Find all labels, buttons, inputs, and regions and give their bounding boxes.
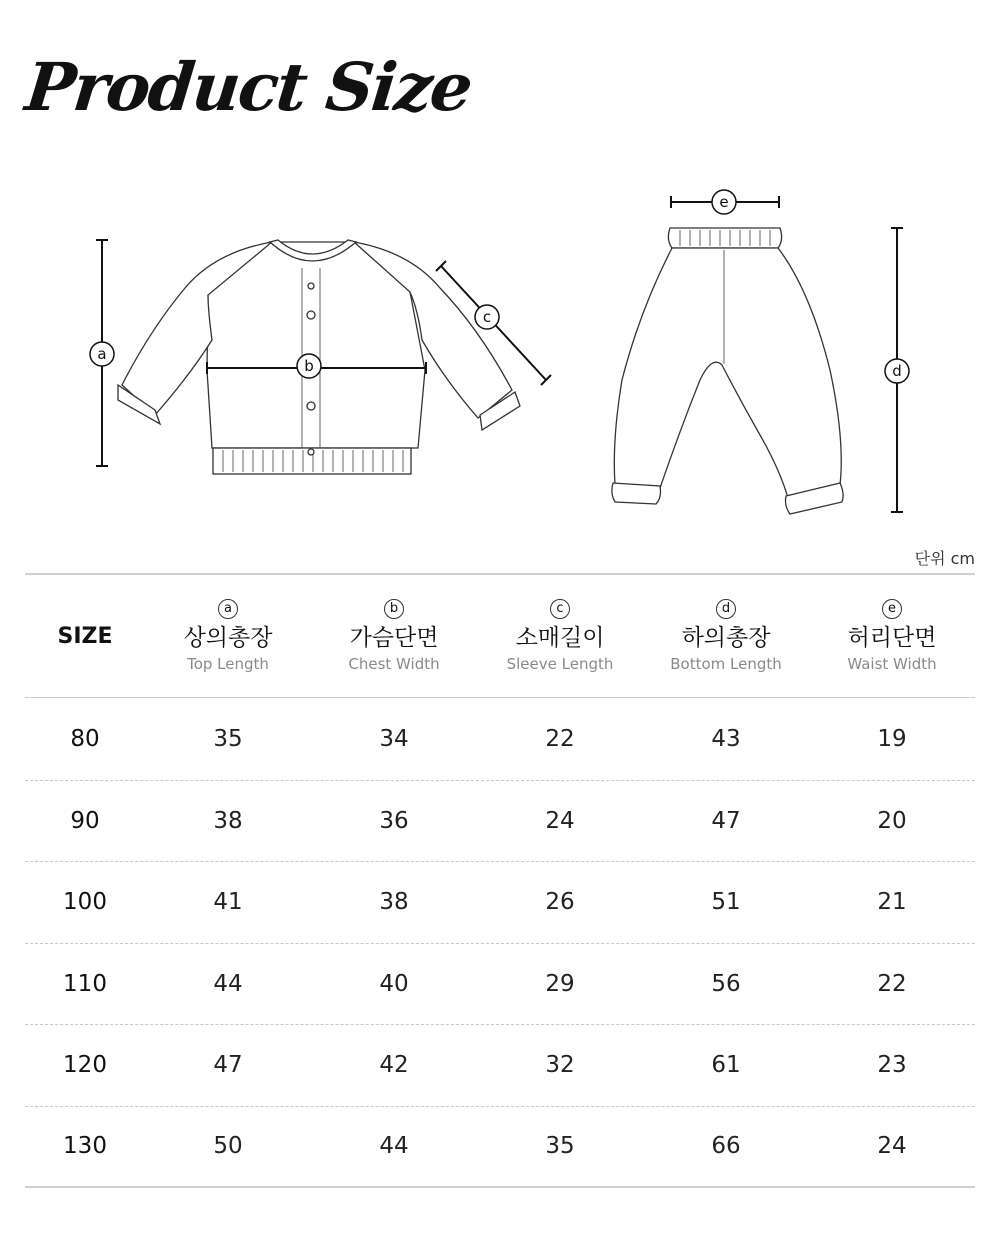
header-letter: d (716, 599, 736, 619)
table-row (25, 1107, 975, 1189)
value-cell: 36 (379, 807, 409, 834)
value-cell: 20 (877, 807, 907, 834)
size-diagram (0, 180, 1000, 530)
value-cell: 42 (379, 1052, 409, 1079)
page-title: Product Size (22, 48, 475, 126)
header-letter: c (550, 599, 570, 619)
garment-illustration (0, 180, 1000, 530)
value-cell: 22 (545, 726, 575, 753)
label-b: b (304, 357, 314, 375)
header-en-label: Bottom Length (670, 655, 782, 673)
table-row (25, 862, 975, 944)
measure-d (885, 228, 909, 512)
measure-e (671, 190, 779, 214)
table-row (25, 1025, 975, 1107)
label-e: e (719, 193, 729, 211)
value-cell: 26 (545, 889, 575, 916)
value-cell: 38 (213, 807, 243, 834)
value-cell: 24 (545, 807, 575, 834)
value-cell: 44 (379, 1133, 409, 1160)
value-cell: 29 (545, 970, 575, 997)
value-cell: 40 (379, 970, 409, 997)
size-header: SIZE (57, 623, 113, 649)
header-letter: b (384, 599, 404, 619)
size-table-body (25, 699, 975, 1188)
table-row (25, 944, 975, 1026)
top-garment (118, 240, 520, 474)
value-cell: 41 (213, 889, 243, 916)
header-ko-label: 가슴단면 (349, 625, 439, 651)
header-en-label: Waist Width (847, 655, 937, 673)
measure-a (90, 240, 114, 466)
value-cell: 22 (877, 970, 907, 997)
value-cell: 23 (877, 1052, 907, 1079)
header-en-label: Top Length (187, 655, 269, 673)
size-table-header (25, 575, 975, 698)
label-a: a (97, 345, 107, 363)
value-cell: 61 (711, 1052, 741, 1079)
bottom-garment (612, 228, 843, 514)
header-letter: a (218, 599, 238, 619)
value-cell: 38 (379, 889, 409, 916)
value-cell: 24 (877, 1133, 907, 1160)
size-cell: 80 (70, 726, 100, 753)
header-letter: e (882, 599, 902, 619)
value-cell: 44 (213, 970, 243, 997)
value-cell: 66 (711, 1133, 741, 1160)
value-cell: 19 (877, 726, 907, 753)
size-cell: 120 (63, 1052, 107, 1079)
header-en-label: Chest Width (348, 655, 440, 673)
value-cell: 56 (711, 970, 741, 997)
header-ko-label: 소매길이 (515, 625, 605, 651)
value-cell: 32 (545, 1052, 575, 1079)
size-cell: 110 (63, 970, 107, 997)
header-waist-width (809, 575, 975, 697)
value-cell: 34 (379, 726, 409, 753)
unit-label: 단위 cm (914, 549, 975, 568)
value-cell: 47 (711, 807, 741, 834)
value-cell: 51 (711, 889, 741, 916)
header-bottom-length (643, 575, 809, 697)
label-d: d (892, 362, 902, 380)
size-cell: 100 (63, 889, 107, 916)
value-cell: 21 (877, 889, 907, 916)
header-chest-width (311, 575, 477, 697)
size-cell: 90 (70, 807, 100, 834)
table-row (25, 699, 975, 781)
value-cell: 47 (213, 1052, 243, 1079)
table-row (25, 781, 975, 863)
header-ko-label: 하의총장 (681, 625, 771, 651)
label-c: c (482, 308, 492, 326)
header-en-label: Sleeve Length (506, 655, 614, 673)
header-ko-label: 허리단면 (847, 625, 937, 651)
size-cell: 130 (63, 1133, 107, 1160)
header-ko-label: 상의총장 (183, 625, 273, 651)
header-top-length (145, 575, 311, 697)
value-cell: 35 (213, 726, 243, 753)
header-sleeve-length (477, 575, 643, 697)
value-cell: 43 (711, 726, 741, 753)
value-cell: 35 (545, 1133, 575, 1160)
value-cell: 50 (213, 1133, 243, 1160)
